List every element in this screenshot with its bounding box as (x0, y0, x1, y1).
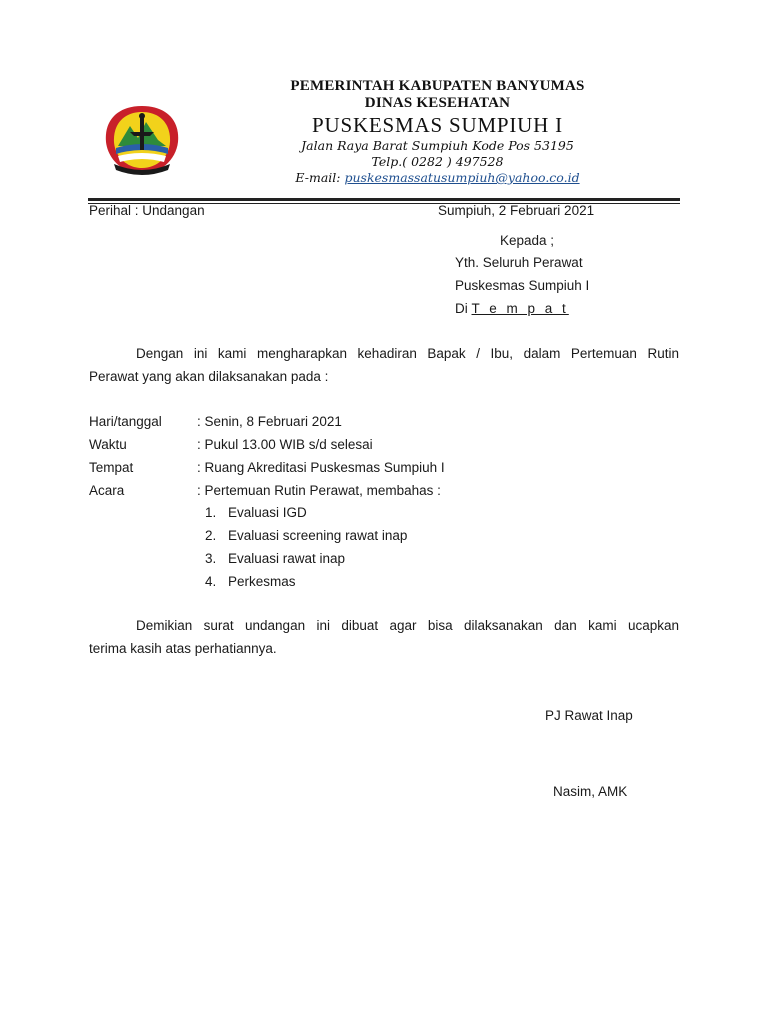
letterhead (255, 78, 620, 186)
detail-label: Hari/tanggal (89, 414, 162, 429)
signature-name: Nasim, AMK (553, 784, 628, 799)
detail-label: Waktu (89, 437, 127, 452)
banyumas-regency-emblem-icon (100, 102, 184, 178)
recipient-di: Di (455, 301, 468, 316)
detail-value: : Pertemuan Rutin Perawat, membahas : (197, 483, 441, 498)
detail-value: : Pukul 13.00 WIB s/d selesai (197, 437, 373, 452)
institution-phone: Telp.( 0282 ) 497528 (371, 154, 504, 169)
closing-paragraph-line-2: terima kasih atas perhatiannya. (89, 641, 277, 656)
signature-title: PJ Rawat Inap (545, 708, 633, 723)
agenda-item: Evaluasi IGD (228, 505, 307, 520)
recipient-tempat: T e m p a t (471, 301, 569, 316)
recipient-line-2: Puskesmas Sumpiuh I (455, 278, 590, 293)
intro-paragraph-line-1: Dengan ini kami mengharapkan kehadiran Bapak / Ibu, dalam Pertemuan Rutin (136, 346, 679, 361)
detail-value: : Senin, 8 Februari 2021 (197, 414, 342, 429)
email-link[interactable]: puskesmassatusumpiuh@yahoo.co.id (344, 170, 580, 185)
recipient-place (455, 300, 569, 318)
subject-line: Perihal : Undangan (89, 203, 205, 218)
email-label: E-mail: (295, 170, 341, 185)
agenda-number: 4. (205, 574, 217, 589)
institution-email-line (255, 170, 620, 186)
detail-label: Acara (89, 483, 125, 498)
agenda-number: 3. (205, 551, 217, 566)
agenda-number: 1. (205, 505, 217, 520)
agenda-number: 2. (205, 528, 217, 543)
letter-date: Sumpiuh, 2 Februari 2021 (438, 203, 595, 218)
recipient-line-1: Yth. Seluruh Perawat (455, 255, 583, 270)
agenda-item: Perkesmas (228, 574, 296, 589)
institution-address: Jalan Raya Barat Sumpiuh Kode Pos 53195 (301, 138, 574, 153)
agenda-item: Evaluasi rawat inap (228, 551, 346, 566)
agenda-item: Evaluasi screening rawat inap (228, 528, 408, 543)
intro-paragraph-line-2: Perawat yang akan dilaksanakan pada : (89, 369, 329, 384)
detail-label: Tempat (89, 460, 134, 475)
department-name: DINAS KESEHATAN (364, 95, 511, 111)
institution-name: PUSKESMAS SUMPIUH I (312, 113, 563, 137)
closing-paragraph-line-1: Demikian surat undangan ini dibuat agar bisa dilaksanakan dan kami ucapkan (136, 618, 679, 633)
detail-value: : Ruang Akreditasi Puskesmas Sumpiuh I (197, 460, 445, 475)
government-name: PEMERINTAH KABUPATEN BANYUMAS (290, 78, 585, 94)
recipient-kepada: Kepada ; (500, 233, 555, 248)
letterhead-divider-thick (88, 198, 680, 201)
